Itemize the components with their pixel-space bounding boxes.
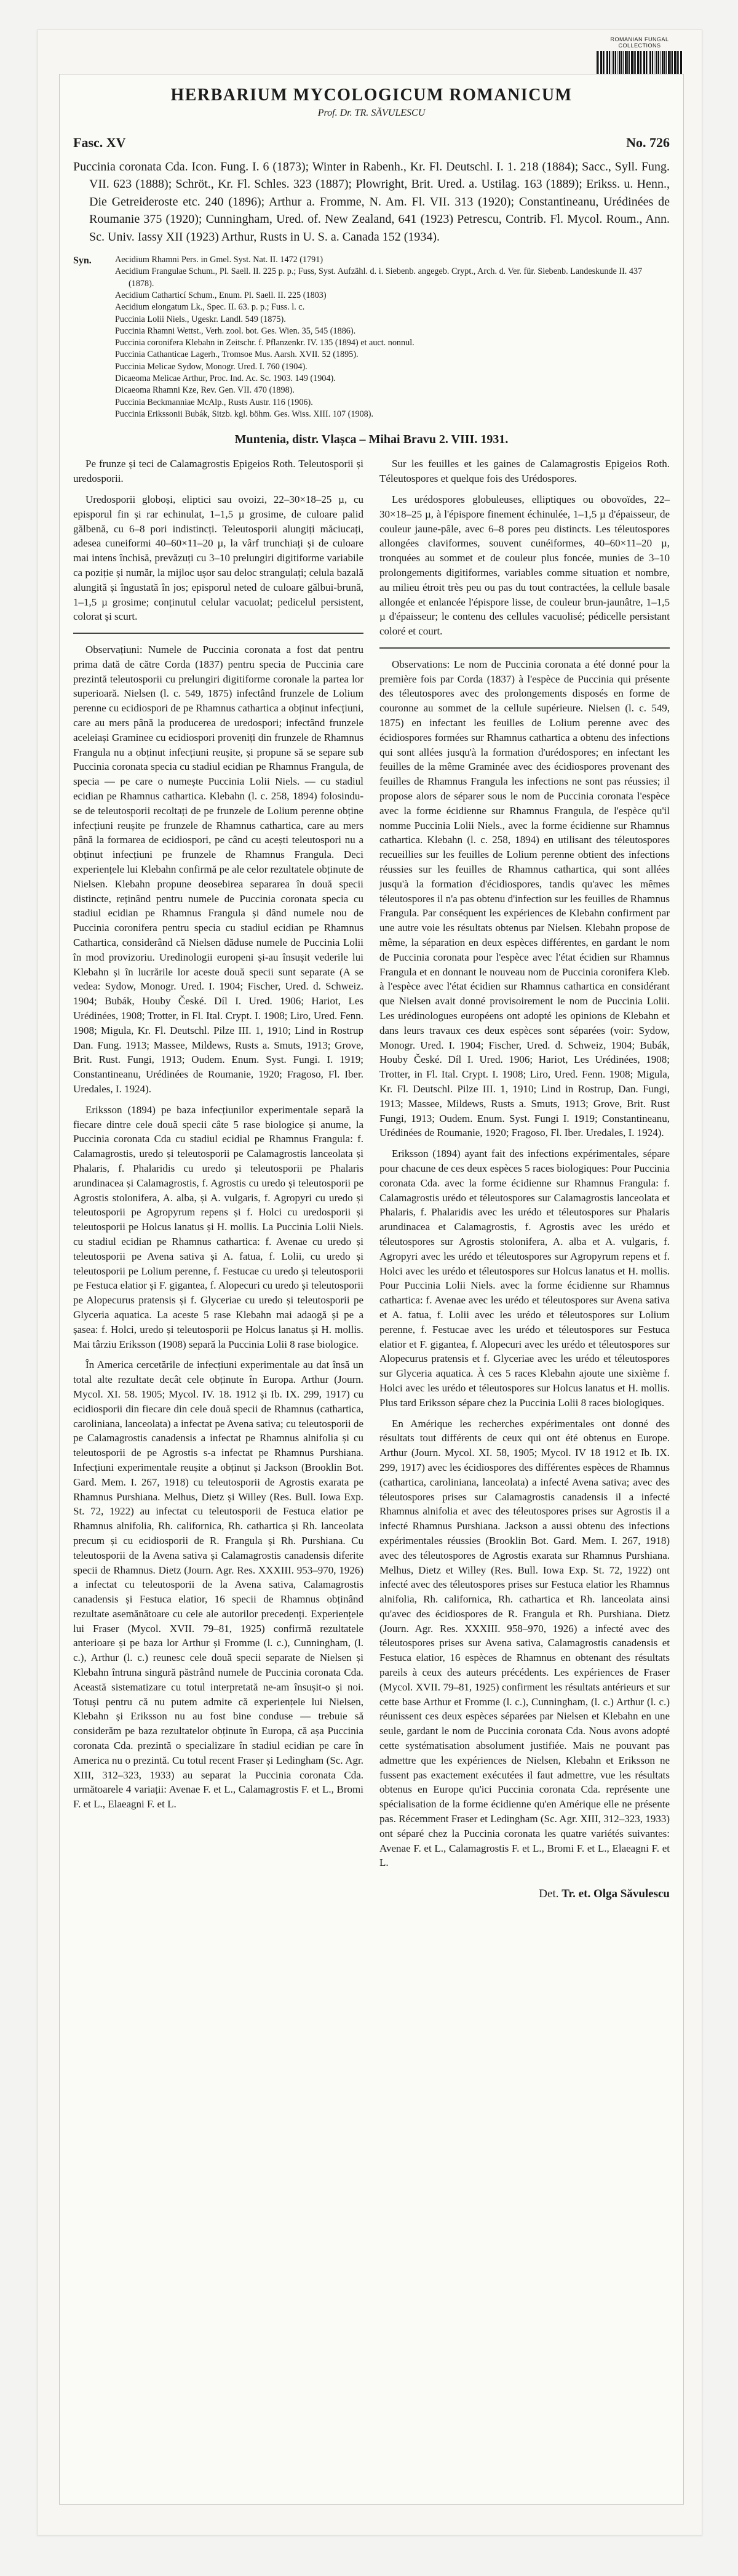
herbarium-title: HERBARIUM MYCOLOGICUM ROMANICUM xyxy=(170,86,573,105)
synonyms-list xyxy=(115,254,670,420)
america-fr: En Amérique les recherches expérimentales ont donné des résultats tout différents de ceux qui ont été obtenus en Europe. Arthur (Journ. Mycol. XI. 58, 1905; Mycol. IV 18 1912 et Ib. IX. 299, 1917) avec les écidiospores des différentes espèces de Rhamnus (cathartica, caroliniana, lanceolata) a infecté Avena sativa; avec des téleutospores prises sur Calamagrostis canadensis il a infecté Rhamnus alnifolia et avec des téleutospores prises sur Agrostis il a infecté Rhamnus Purshiana. Jackson a aussi obtenu des infections expérimentales réussies (Brooklin Bot. Gard. Mem. I. 267, 1918) avec des téleutospores de Agrostis exarata sur Rhamnus Purshiana. Melhus, Dietz et Willey (Res. Bull. Iowa Exp. St. 72, 1922) ont infecté avec des téleutospores prises sur Festuca elatior les Rhamnus alnifolia, Rh. californica, Rh. cathartica et Rh. lanceolata ainsi qu'avec des écidiospores de R. Frangula et Rh. Purshiana. Dietz (Journ. Agr. Res. XXXIII. 958–970, 1926) a infecté avec des téleutospores prises sur Avena sativa, Calamagrostis canadensis et Festuca elatior, 16 espèces de Rhamnus en obtenant des résultats pareils à ceux des auteurs précédents. Les expériences de Fraser (Mycol. XVII. 79–81, 1925) confirment les résultats antérieurs et sur cette base Arthur et Fromme (l. c.), Cunningham, (l. c.) Arthur (l. c.) réunissent ces deux espèces séparées par Nielsen et Klebahn en une seule, gardant le nom de Puccinia coronata Cda. Nous avons adopté cette systématisation absolument justifiée. Mais ne pouvant pas admettre que les expériences de Nielsen, Klebahn et Eriksson ne fussent pas exactement exécutées il faut admettre, vue les résultats obtenus en Europe qu'ici Puccinia coronata Cda. représente une spécialisation de la forme écidienne qu'en Amérique elle ne présente pas. Récemment Fraser et Ledingham (Sc. Agr. XIII, 312–323, 1933) ont séparé chez la Puccinia coronata les quatre variétés suivantes: Avenae F. et L., Calamagrostis F. et L., Bromi F. et L., Elaeagni F. et L. xyxy=(379,1417,670,1869)
description-fr: Les urédospores globuleuses, elliptiques ou obovoïdes, 22–30×18–25 µ, à l'épispore finement échinulée, 1–1,5 µ d'épaisseur, de couleur jaune-pâle, avec 6–8 pores peu distincts. Les téleutospores allongées claviformes, souvent cunéiformes, 40–60×11–20 µ, tronquées au sommet et de couleur plus foncée, munies de 3–10 prolongements digitiformes, variables comme situation et nombre, au milieu étroit très peu ou pas du tout contractées, la cellule basale allongée et enlancée l'épispore lisse, de couleur brun-jaunâtre, 1–1,5 µ d'épaisseur; le contenu des cellules vacuolisé; pédicelle persistant coloré et court. xyxy=(379,493,670,638)
divider xyxy=(379,647,670,649)
editor-line: Prof. Dr. TR. SĂVULESCU xyxy=(317,108,426,118)
fascicle: Fasc. XV xyxy=(73,135,126,150)
host-text-ro: Pe frunze și teci de Calamagrostis Epigeios Roth. Teleutosporii și uredosporii. xyxy=(73,458,363,485)
specimen-number: No. 726 xyxy=(626,135,670,150)
synonyms-label: Syn. xyxy=(73,255,92,266)
host-text-fr: Sur les feuilles et les gaines de Calamagrostis Epigeios Roth. Téleutospores et quelque fois des Urédospores. xyxy=(379,458,670,485)
eriksson-ro: Eriksson (1894) pe baza infecțiunilor experimentale separă la fiecare dintre cele două specii câte 5 rase biologice și anume, la Puccinia coronata Cda cu stadiul ecidial pe Rhamnus Frangula: f. Calamagrostis, uredo și teleutosporii pe Calamagrostis lanceolata și Phalaris, f. Phalaridis cu uredo și teleutosporii pe Phalaris arundinacea și Calamagrostis, f. Agrostis cu uredo și teleutosporii pe Agrostis stolonifera, A. alba, și A. vulgaris, f. Agropyri cu uredo și teleutosporii pe Agropyrum repens și f. Holci cu uredosporii și teleutosporii pe Holcus lanatus și H. mollis. La Puccinia Lolii Niels. cu stadiul ecidian pe Rhamnus cathartica: f. Avenae cu uredo și teleutosporii pe Avena sativa și A. fatua, f. Lolii, cu uredo și teleutosporii pe Lolium perenne, f. Festucae cu uredo și teleutosporii pe Festuca elatior și F. gigantea, f. Alopecuri cu uredo și teleutosporii pe Alopecurus pratensis și f. Glyceriae cu uredo și teleutosporii pe Glyceria aquatica. La aceste 5 rase Klebahn mai adaogă și pe a șasea: f. Holci, uredo și teleutosporii pe Holcus lanatus și H. mollis. Mai târziu Eriksson (1908) separă la Puccinia Lolii 8 rase biologice. xyxy=(73,1103,363,1350)
synonym-item: Aecidium Frangulae Schum., Pl. Saell. II. 225 p. p.; Fuss, Syst. Aufzähl. d. i. Siebenb. angegeb. Crypt., Arch. d. Ver. für. Siebenb. Landeskunde II. 437 (1878). xyxy=(115,266,643,289)
synonym-item: Dicaeoma Rhamni Kze, Rev. Gen. VII. 470 (1898). xyxy=(115,385,295,396)
synonym-item: Puccinia Rhamni Wettst., Verh. zool. bot. Ges. Wien. 35, 545 (1886). xyxy=(115,326,356,336)
eriksson-fr: Eriksson (1894) ayant fait des infections expérimentales, sépare pour chacune de ces deux espèces 5 races biologiques: Pour Puccinia coronata Cda. avec la forme écidienne sur Rhamnus Frangula: f. Calamagrostis urédo et téleutospores sur Calamagrostis lanceolata et Phalaris, f. Phalaridis avec les urédo et téleutospores sur Phalaris arundinacea et Calamagrostis, f. Agrostis avec les urédo et téleutospores sur Agrostis stolonifera, A. alba et A. vulgaris, f. Agropyri avec les urédo et téleutospores sur Agropyrum repens et f. Holci avec les urédo et téleutospores sur Holcus lanatus et H. mollis. Pour Puccinia Lolii Niels. avec la forme écidienne sur Rhamnus cathartica: f. Avenae avec les urédo et téleutospores sur Avena sativa et A. fatua, f. Lolii avec les urédo et téleutospores sur Lolium perenne, f. Festucae avec les urédo et téleutospores sur Festuca elatior et F. gigantea, f. Alopecuri avec les urédo et téleutospores sur Alopecurus pratensis et f. Glyceriae avec les urédo et téleutospores sur Glyceria aquatica. À ces 5 races Klebahn ajoute une sixième f. Holci avec les urédo et téleutospores sur Holcus lanatus et H. mollis. Plus tard Eriksson sépare chez la Puccinia Lolii 8 races biologiques. xyxy=(379,1148,670,1409)
determiner-name: Tr. et. Olga Săvulescu xyxy=(561,1887,670,1901)
determiner-prefix: Det. xyxy=(539,1887,559,1901)
synonym-item: Puccinia Beckmanniae McAlp., Rusts Austr. 116 (1906). xyxy=(115,397,313,407)
fascicle-row xyxy=(73,135,670,151)
synonym-item: Puccinia Melicae Sydow, Monogr. Ured. I. 760 (1904). xyxy=(115,361,308,372)
description-columns xyxy=(73,457,670,1876)
synonym-item: Puccinia coronifera Klebahn in Zeitschr. f. Pflanzenkr. IV. 135 (1894) et auct. nonnul. xyxy=(115,338,415,348)
determiner-line xyxy=(73,1887,670,1901)
synonym-item: Dicaeoma Melicae Arthur, Proc. Ind. Ac. Sc. 1903. 149 (1904). xyxy=(115,374,336,384)
french-column xyxy=(379,457,670,1876)
main-reference: Puccinia coronata Cda. Icon. Fung. I. 6 (1873); Winter in Rabenh., Kr. Fl. Deutschl. I. 1. 218 (1884); Sacc., Syll. Fung. VII. 623 (1888); Schröt., Kr. Fl. Schles. 323 (1887); Plowright, Brit. Ured. a. Ustilag. 163 (1889); Erikss. u. Henn., Die Getreideroste etc. 240 (1896); Arthur a. Fromme, N. Am. Fl. VII. 313 (1920); Constantineanu, Urédinées de Roumanie 375 (1920); Cunningham, Ured. of. New Zealand, 641 (1923) Petrescu, Contrib. Fl. Mycol. Roum., Ann. Sc. Univ. Iassy XII (1923) Arthur, Rusts in U. S. a. Canada 152 (1934). xyxy=(73,160,670,244)
synonym-item: Aecidium elongatum Lk., Spec. II. 63. p. p.; Fuss. l. c. xyxy=(115,302,305,313)
observations-ro: Observațiuni: Numele de Puccinia coronata a fost dat pentru prima dată de către Corda (1837) pentru specia de Puccinia care prezintă teleutosporii cu prelungiri digitiforme coronale la partea lor superioară. Nielsen (l. c. 549, 1875) infectând frunzele de Lolium perenne cu ecidiospori de pe Rhamnus cathartica a obținut infecțiuni, care au mers până la producerea de uredospori; infectând frunzele aceleiași Graminee cu ecidiospori proveniți din frunzele de Rhamnus Frangula nu a obținut infecțiuni reușite, și propune să se separe sub Puccinia coronata specia cu stadiul ecidian pe Rhamnus Frangula, de specia — pe care o numește Puccinia Lolii Niels. — cu stadiul ecidian pe Rhamnus cathartica. Klebahn (l. c. 258, 1894) folosindu-se de teleutosporii recoltați de pe frunzele de Lolium perenne obține infecțiuni reușite pe frunzele de Rhamnus cathartica, care au mers până la formarea de ecidiospori, pe când cu acești teleutospori nu a obținut infecțiuni pe frunzele de Rhamnus Frangula. Deci experiențele lui Klebahn confirmă pe ale celor rezultatele obținute de Nielsen. Klebahn propune deosebirea separarea în două specii distincte, reținând pentru numele de Puccinia coronata specia cu stadiul ecidian pe Rhamnus Frangula și dând numele nou de Puccinia coronifera pentru specia cu stadiul ecidian pe Rhamnus Cathartica, considerând că Nielsen dăduse numele de Puccinia Lolii în mod provizoriu. Uredinologii europeni și-au însușit vederile lui Klebahn și în lucrările lor aceste două specii sunt separate (A se vedea: Sydow, Monogr. Ured. I. 1904; Fischer, Ured. d. Schweiz. 1904; Bubák, Houby České. Díl I. Ured. 1906; Hariot, Les Urédinées, 1908; Trotter, in Fl. Ital. Crypt. I. 1908; Liro, Ured. Fenn. 1908; Migula, Kr. Fl. Deutschl. Pilze III. 1, 1910; Lind in Rostrup Dan. Fung. 1913; Massee, Mildews, Rusts a. Smuts, 1913; Grove, Brit. Rust. Fungi, 1913; Oudem. Enum. Syst. Fungi. I. 1919; Constantineanu, Urédinées de Roumanie, 1920; Fragoso, Fl. Iber. Uredales, I. 1924). xyxy=(73,644,363,1095)
romanian-column xyxy=(73,457,363,1876)
divider xyxy=(73,633,363,634)
synonym-item: Aecidium Rhamni Pers. in Gmel. Syst. Nat. II. 1472 (1791) xyxy=(115,254,323,265)
description-ro: Uredosporii globoși, eliptici sau ovoizi, 22–30×18–25 µ, cu episporul fin și rar echinulat, 1–1,5 µ grosime, de culoare palid gălbenă, cu 6–8 pori indistincți. Teleutosporii alungiți măciucați, adesea cuneiformi 40–60×11–20 µ, la vârf trunchiați și de culoare mai intens închisă, prevăzuți cu 3–10 prelungiri digitiforme variabile ca poziție și număr, la mijloc ușor sau deloc strangulați; celula bazală alungită și îngustată în jos; episporul neted de culoare gălbui-brună, 1–1,5 µ grosime; conținutul celular vacuolat; pedicelul persistent, colorat și scurt. xyxy=(73,493,363,623)
synonym-item: Puccinia Cathanticae Lagerh., Tromsoe Mus. Aarsh. XVII. 52 (1895). xyxy=(115,350,359,360)
specimen-label xyxy=(59,74,684,2505)
synonym-item: Puccinia Erikssonii Bubák, Sitzb. kgl. böhm. Ges. Wiss. XIII. 107 (1908). xyxy=(115,409,374,420)
observations-fr: Observations: Le nom de Puccinia coronata a été donné pour la première fois par Corda (1837) à l'espèce de Puccinia qui présente des téleutospores avec des prolongements disposés en forme de couronne au sommet de la cellule supérieure. Nielsen (l. c. 549, 1875) en infectant les feuilles de Lolium perenne avec des écidiospores formées sur Rhamnus cathartica a obtenu des infections qui sont allées jusqu'à la formation d'urédospores; en infectant les feuilles de la même Graminée avec des écidiospores provenant des feuilles de Rhamnus Frangula les infections ne sont pas réussies; il propose alors de séparer sous le nom de Puccinia coronata l'espèce avec la forme écidienne sur Rhamnus Frangula, de l'espèce qu'il nomme Puccinia Lolii Niels., avec la forme écidienne sur Rhamnus cathartica. Klebahn (l. c. 258, 1894) en utilisant des téleutospores recueillies sur les feuilles de Lolium perenne obtient des infections réussies sur les feuilles de Rhamnus cathartica, qui sont allées jusqu'à la formation d'écidiospores, tandis qu'avec les mêmes téleutospores il n'a pas obtenu d'infection sur les feuilles de Rhamnus Frangula. Par conséquent les expériences de Klebahn confirment par une autre voie les résultats obtenus par Nielsen. Klebahn propose de même, la séparation en deux espèces différentes, en gardant le nom de Puccinia coronata pour l'espèce avec l'état écidien sur Rhamnus Frangula et en donnant le nouveau nom de Puccinia coronifera Kleb. à l'espèce avec l'état écidien sur Rhamnus cathartica en considérant que Nielsen avait donné provisoirement le nom de Puccinia Lolii. Les urédinologues européens ont adopté les opinions de Klebahn et dans leurs travaux ces deux espèces sont séparées (voir: Sydow, Monogr. Ured. I. 1904; Fischer, Ured. d. Schweiz, 1904; Bubák, Houby České. Díl I. Ured. 1906; Hariot, Les Urédinées, 1908; Trotter, in Fl. Ital. Crypt. I. 1908; Liro, Ured. Fenn. 1908; Migula, Kr. Fl. Deutschl. Pilze III. 1, 1910; Lind in Rostrup, Dan. Fungi, 1913; Massee, Mildews, Rusts a. Smuts, 1913; Grove, Brit. Rust Fungi, 1913; Oudem. Enum. Syst. Fungi I. 1919; Constantineanu, Urédinées de Roumanie, 1920; Fragoso, Fl. Iber. Uredales, I. 1924). xyxy=(379,658,670,1139)
synonym-item: Aecidium Catharticí Schum., Enum. Pl. Saell. II. 225 (1803) xyxy=(115,290,327,300)
america-ro: În America cercetările de infecțiuni experimentale au dat însă un total alte rezultate decât cele obținute în Europa. Arthur (Journ. Mycol. XI. 58. 1905; Mycol. IV. 18. 1912 și Ib. IX. 299, 1917) cu ecidiosporii din fiecare din cele două specii de Rhamnus (cathartica, caroliniana, lanceolata) a infectat pe Avena sativa; cu teleutosporii de pe Calamagrostis canadensis a infectat pe Rhamnus alnifolia și cu teleutosporii de pe Agrostis s-a infectat pe Rhamnus Purshiana. Infecțiuni experimentale reușite a obținut și Jackson (Brooklin Bot. Gard. Mem. I. 267, 1918) cu teleutosporii de Agrostis exarata pe Rhamnus Purshiana. Melhus, Dietz și Willey (Res. Bull. Iowa Exp. St. 72, 1922) au infectat cu teleutosporii de Festuca elatior pe Rhamnus alnifolia, Rh. californica, Rh. cathartica și Rh. lanceolata precum și cu ecidiosporii de R. Frangula și Rh. Purshiana. Cu teleutosporii de la Avena sativa și Calamagrostis canadensis diferite specii de Rhamnus. Dietz (Journ. Agr. Res. XXXIII. 953–970, 1926) a infectat cu teleutosporii de la Avena sativa, Calamagrostis canadensis și Festuca elatior, 16 specii de Rhamnus obținând rezultate asemănătoare cu cele ale autorilor precedenți. Experiențele lui Fraser (Mycol. XVII. 79–81, 1925) confirmă rezultatele anterioare și pe baza lor Arthur și Fromme (l. c.), Cunningham, (l. c.), Arthur (l. c.) reunesc cele două specii separate de Nielsen și Klebahn întruna singură păstrând numele de Puccinia coronata Cda. Această sistematizare cu totul interpretată ne-am însușit-o și noi. Totuși pentru că nu putem admite că experiențele lui Nielsen, Klebahn și Eriksson nu au fost bine conduse — trebuie să considerăm pe baza rezultatelor obținute în Europa, că așa Puccinia coronata Cda. prezintă o specializare în stadiul ecidian pe care în America nu o prezintă. Cu totul recent Fraser și Ledingham (Sc. Agr. XIII, 312–323, 1933) au separat la Puccinia coronata Cda. următoarele 4 variații: Avenae F. et L., Calamagrostis F. et L., Bromi F. et L., Elaeagni F. et L. xyxy=(73,1359,363,1810)
locality: Muntenia, distr. Vlașca – Mihai Bravu 2. VIII. 1931. xyxy=(234,433,509,447)
synonym-item: Puccinia Lolii Niels., Ugeskr. Landl. 549 (1875). xyxy=(115,314,286,324)
synonyms-block xyxy=(73,254,670,420)
barcode-collection: ROMANIAN FUNGAL COLLECTIONS xyxy=(610,36,669,49)
